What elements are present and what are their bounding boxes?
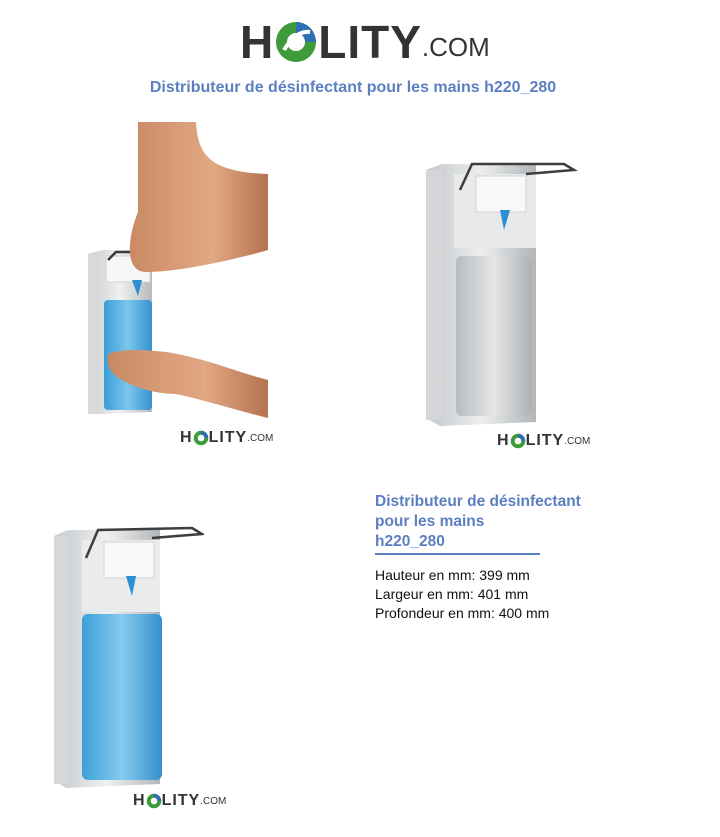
watermark-dot-com: .COM	[564, 436, 591, 447]
product-photo-blue[interactable]	[52, 524, 204, 794]
watermark-letter-h: H	[133, 791, 146, 809]
spec-height: Hauteur en mm: 399 mm	[375, 567, 530, 583]
watermark-letters-lity: LITY	[208, 428, 248, 446]
site-logo[interactable]	[240, 16, 490, 68]
photo3-watermark-logo	[133, 790, 226, 811]
watermark-letters-lity: LITY	[525, 431, 565, 449]
logo-dot-com: .COM	[421, 32, 490, 62]
dispenser-with-arm-photo-icon	[86, 122, 268, 422]
dispenser-blue-photo-icon	[52, 524, 204, 794]
product-title-line-1: Distributeur de désinfectant	[375, 493, 581, 510]
watermark-letter-h: H	[497, 431, 510, 449]
watermark-letters-lity: LITY	[161, 791, 201, 809]
watermark-dot-com: .COM	[200, 796, 227, 807]
product-title-line-3: h220_280	[375, 533, 445, 550]
product-title	[375, 492, 615, 552]
watermark-o-icon	[510, 433, 526, 449]
logo-o-mark-icon	[274, 20, 318, 64]
watermark-dot-com: .COM	[247, 433, 274, 444]
watermark-o-icon	[146, 793, 162, 809]
product-photo-empty[interactable]	[424, 160, 580, 432]
page-title: Distributeur de désinfectant pour les mains h220_280	[149, 79, 557, 96]
dispenser-empty-photo-icon	[424, 160, 580, 432]
photo1-watermark-logo	[180, 427, 273, 448]
product-photo-arm[interactable]	[86, 122, 268, 422]
logo-letters-lity: LITY	[318, 16, 422, 68]
spec-depth: Profondeur en mm: 400 mm	[375, 605, 550, 621]
spec-width: Largeur en mm: 401 mm	[375, 586, 529, 602]
product-specs	[375, 566, 549, 623]
photo2-watermark-logo	[497, 430, 590, 451]
logo-letter-h: H	[240, 16, 275, 68]
watermark-letter-h: H	[180, 428, 193, 446]
watermark-o-icon	[193, 430, 209, 446]
product-title-divider	[375, 553, 540, 555]
product-title-line-2: pour les mains	[375, 513, 485, 530]
